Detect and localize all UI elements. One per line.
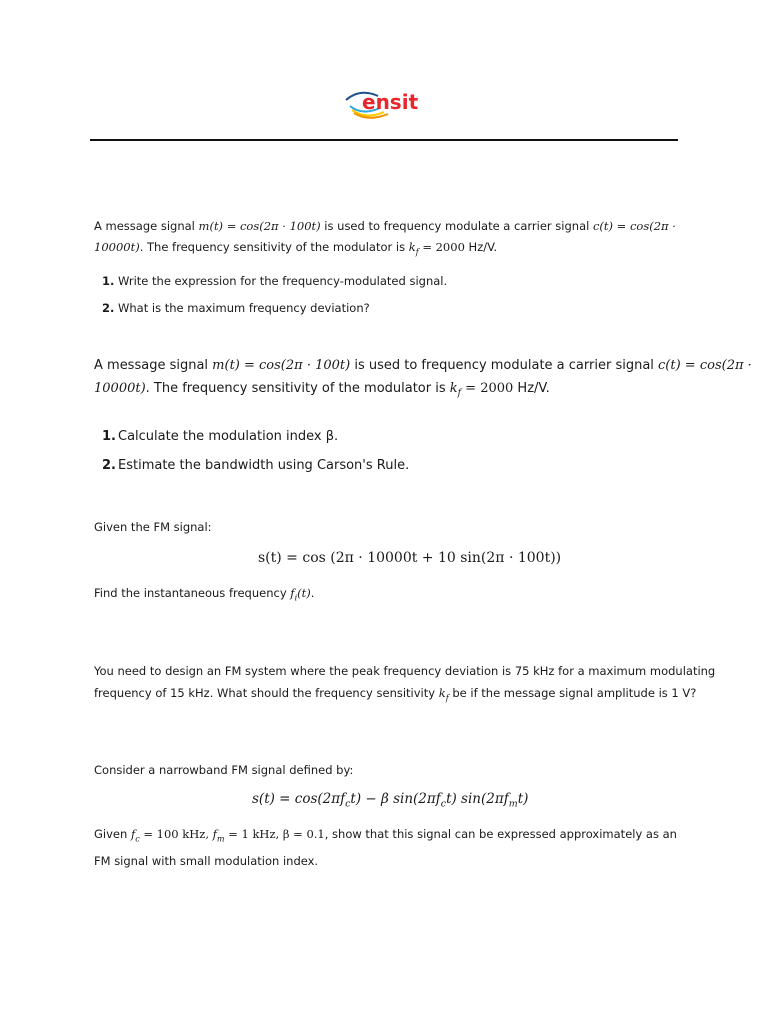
q1-carrier-expr-a: c(t) = cos(2π · <box>592 219 676 233</box>
q4-line1: You need to design an FM system where the peak frequency deviation is 75 kHz for a maximum modulating <box>94 664 716 678</box>
list-item: 1. Calculate the modulation index β. <box>102 428 339 444</box>
list-item: 2. Estimate the bandwidth using Carson's Rule. <box>102 457 410 473</box>
q2-carrier-expr-a: c(t) = cos(2π · <box>658 358 752 373</box>
q1-statement: A message signal m(t) = cos(2π · 100t) is used to frequency modulate a carrier signal c(t) = cos(2π · <box>94 219 676 233</box>
logo-text: ensit <box>362 90 419 114</box>
list-item: 2. What is the maximum frequency deviation? <box>102 301 370 316</box>
q1-carrier-expr-b: 10000t) <box>94 240 140 254</box>
q1-list <box>94 268 744 322</box>
q2-statement: A message signal m(t) = cos(2π · 100t) is used to frequency modulate a carrier signal c(t) = cos(2π · <box>94 358 752 373</box>
q4-line2: frequency of 15 kHz. What should the frequency sensitivity $k_f$ be if the message signal amplitude is 1 V? <box>94 686 697 703</box>
q3-equation: s(t) = cos (2π · 10000t + 10 sin(2π · 100t)) <box>258 550 562 566</box>
question-4 <box>94 660 744 709</box>
q2-message-expr: m(t) = cos(2π · 100t) <box>212 358 351 373</box>
q5-given-line1: Given $f_c = 100$ kHz, $f_m = 1$ kHz, β = 0.1, show that this signal can be expressed approximately as an <box>94 827 677 844</box>
q2-list <box>94 422 744 480</box>
ensit-logo-graphic <box>340 86 430 120</box>
q5-intro: Consider a narrowband FM signal defined by: <box>94 763 354 777</box>
header-divider <box>90 139 678 141</box>
question-1 <box>94 216 744 322</box>
list-item: 1. Write the expression for the frequency-modulated signal. <box>102 274 448 289</box>
question-3 <box>94 520 744 603</box>
question-2 <box>94 354 752 480</box>
q2-statement-line2: 10000t). The frequency sensitivity of the modulator is $k_f = 2000$ Hz/V. <box>94 381 550 399</box>
q2-carrier-expr-b: 10000t) <box>94 381 146 396</box>
q3-find: Find the instantaneous frequency $f_i(t)$. <box>94 586 315 603</box>
q3-intro: Given the FM signal: <box>94 520 212 534</box>
q5-given-line2: FM signal with small modulation index. <box>94 854 319 869</box>
ensit-logo <box>340 86 430 120</box>
q1-statement-line2: 10000t). The frequency sensitivity of the modulator is $k_f = 2000$ Hz/V. <box>94 240 498 257</box>
q5-equation: $s(t) = \cos(2\pi f_ct) - \beta$ $\sin(2\pi f_ct)$ $\sin(2\pi f_mt)$ <box>252 791 529 810</box>
question-5 <box>94 763 744 869</box>
q1-message-expr: m(t) = cos(2π · 100t) <box>198 219 321 233</box>
q5-given <box>94 823 677 872</box>
